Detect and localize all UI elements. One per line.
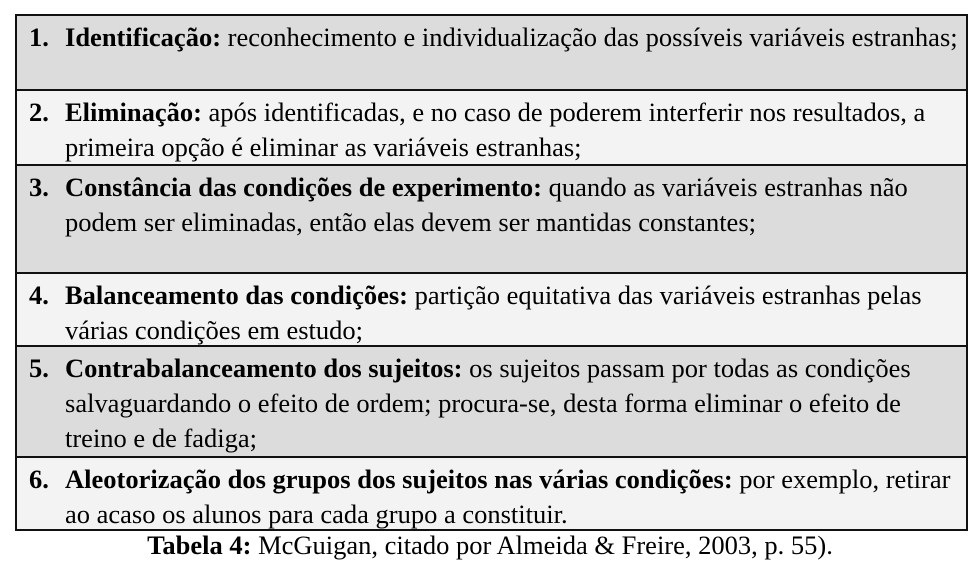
row-term: Balanceamento das condições: bbox=[65, 280, 409, 310]
criteria-table bbox=[15, 14, 968, 531]
row-description: quando as variáveis estranhas não podem ser eliminadas, então elas devem ser mantidas constantes; bbox=[65, 172, 908, 237]
row-term: Eliminação: bbox=[65, 97, 202, 127]
table-row bbox=[17, 91, 966, 166]
row-number: 4. bbox=[29, 280, 49, 310]
row-content bbox=[65, 170, 958, 272]
table-row bbox=[17, 16, 966, 91]
row-term: Identificação: bbox=[65, 22, 222, 52]
row-number: 5. bbox=[29, 353, 49, 383]
row-description: após identificadas, e no caso de poderem interferir nos resultados, a primeira opção é eliminar as variáveis estranhas; bbox=[65, 97, 926, 162]
row-term: Contrabalanceamento dos sujeitos: bbox=[65, 353, 463, 383]
row-term: Aleotorização dos grupos dos sujeitos nas várias condições: bbox=[65, 464, 733, 494]
caption-text: McGuigan, citado por Almeida & Freire, 2003, p. 55). bbox=[251, 530, 833, 560]
row-content bbox=[65, 278, 958, 345]
row-description: os sujeitos passam por todas as condições salvaguardando o efeito de ordem; procura-se, desta forma eliminar o efeito de treino e de fadiga; bbox=[65, 353, 911, 453]
table-row bbox=[17, 347, 966, 458]
row-content bbox=[65, 95, 958, 164]
table-row bbox=[17, 166, 966, 274]
table-row bbox=[17, 274, 966, 347]
row-content bbox=[65, 20, 958, 89]
caption-label: Tabela 4: bbox=[147, 530, 252, 560]
row-number: 6. bbox=[29, 464, 49, 494]
row-content bbox=[65, 351, 958, 456]
row-number: 2. bbox=[29, 97, 49, 127]
row-number: 3. bbox=[29, 172, 49, 202]
table-row bbox=[17, 458, 966, 529]
row-number: 1. bbox=[29, 22, 49, 52]
row-content bbox=[65, 462, 958, 529]
row-description: reconhecimento e individualização das possíveis variáveis estranhas; bbox=[221, 22, 958, 52]
row-description: partição equitativa das variáveis estranhas pelas várias condições em estudo; bbox=[65, 280, 922, 345]
row-term: Constância das condições de experimento: bbox=[65, 172, 542, 202]
row-description: por exemplo, retirar ao acaso os alunos para cada grupo a constituir. bbox=[65, 464, 951, 529]
table-caption bbox=[0, 529, 980, 561]
